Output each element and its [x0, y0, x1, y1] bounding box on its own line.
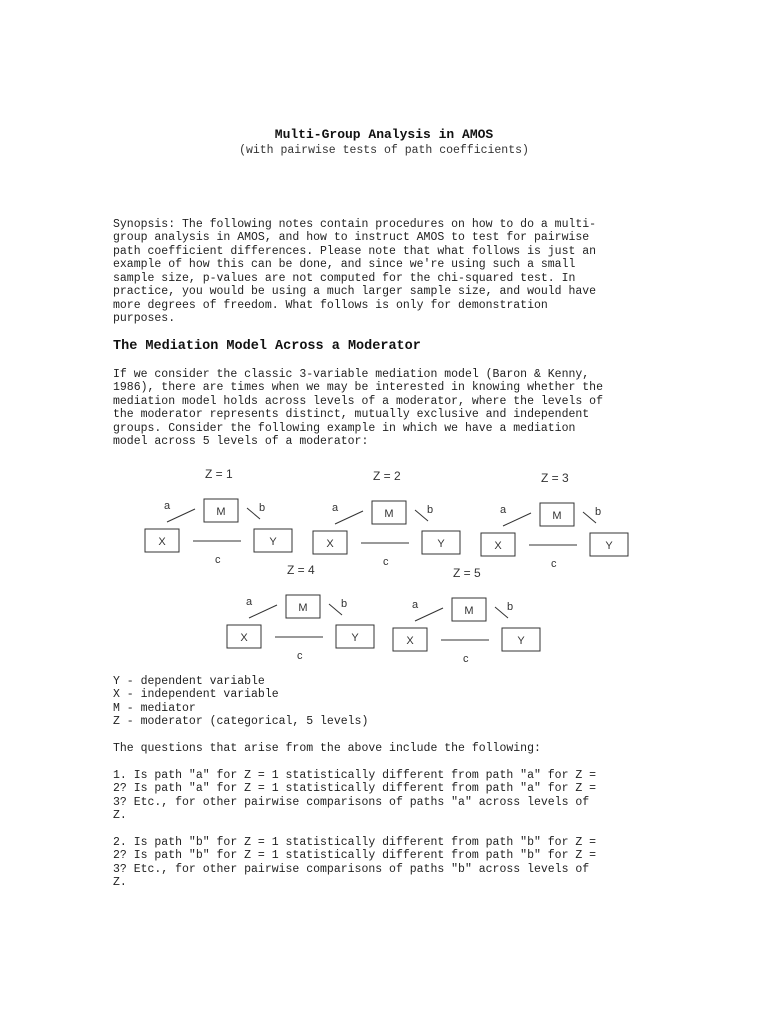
question-1: 1. Is path "a" for Z = 1 statistically different from path "a" for Z = 2? Is path "a" for Z = 1 statistically different from path "a" for Z = 3? Etc., for other pairwise comparisons of paths "a" across levels of Z. — [113, 769, 597, 823]
panel-2-path-a-label: a — [332, 502, 339, 514]
panel-1-group-label: Z = 1 — [205, 467, 233, 481]
panel-3-node-m: M — [552, 510, 562, 522]
panel-3-node-x: X — [494, 540, 502, 552]
panel-1-path-b-label: b — [259, 502, 266, 514]
panel-4-node-y: Y — [351, 632, 359, 644]
panel-1-path-a-line — [167, 509, 195, 522]
panel-3-path-c-label: c — [551, 558, 557, 570]
panel-4-group-label: Z = 4 — [287, 563, 315, 577]
panel-3-path-b-label: b — [595, 506, 602, 518]
variable-legend: Y - dependent variable X - independent variable M - mediator Z - moderator (categorical, 5 levels) — [113, 675, 369, 729]
section-heading: The Mediation Model Across a Moderator — [113, 339, 421, 354]
panel-3-path-a-label: a — [500, 504, 507, 516]
panel-1-path-a-label: a — [164, 500, 171, 512]
panel-2-path-b-label: b — [427, 504, 434, 516]
panel-5-group-label: Z = 5 — [453, 566, 481, 580]
panel-4-path-c-label: c — [297, 650, 303, 662]
panel-1-node-x: X — [158, 536, 166, 548]
panel-3-path-a-line — [503, 513, 531, 526]
panel-5-node-y: Y — [517, 635, 525, 647]
panel-2-path-a-line — [335, 511, 363, 524]
panel-3-group-label: Z = 3 — [541, 471, 569, 485]
panel-5-path-a-line — [415, 608, 443, 621]
panel-5-node-m: M — [464, 605, 474, 617]
synopsis-paragraph: Synopsis: The following notes contain procedures on how to do a multi- group analysis in AMOS, and how to instruct AMOS to test for pairwise path coefficient differences. Please note that what follows is just an example of how this can be done, and since we're using such a small sample size, p-values are not computed for the chi-squared test. In practice, you would be using a much larger sample size, and would have more degrees of freedom. What follows is only for demonstration purposes. — [113, 218, 597, 326]
document-subtitle: (with pairwise tests of path coefficients) — [239, 144, 529, 157]
document-title: Multi-Group Analysis in AMOS — [274, 127, 494, 142]
panel-2-node-y: Y — [437, 538, 445, 550]
panel-5-node-x: X — [406, 635, 414, 647]
panel-5-path-c-label: c — [463, 653, 469, 665]
panel-4-path-a-label: a — [246, 596, 253, 608]
panel-5-path-a-label: a — [412, 599, 419, 611]
panel-2-node-x: X — [326, 538, 334, 550]
question-2: 2. Is path "b" for Z = 1 statistically different from path "b" for Z = 2? Is path "b" for Z = 1 statistically different from path "b" for Z = 3? Etc., for other pairwise comparisons of paths "b" across levels of Z. — [113, 836, 597, 890]
panel-4-path-a-line — [249, 605, 277, 618]
panel-4-path-b-label: b — [341, 598, 348, 610]
panel-2-path-c-label: c — [383, 556, 389, 568]
panel-4-node-m: M — [298, 602, 308, 614]
intro-paragraph: If we consider the classic 3-variable mediation model (Baron & Kenny, 1986), there are times when we may be interested in knowing whether the mediation model holds across levels of a moderator, where the levels of the moderator represents distinct, mutually exclusive and independent groups. Consider the following example in which we have a mediation model across 5 levels of a moderator: — [113, 368, 603, 449]
panel-5-path-b-label: b — [507, 601, 514, 613]
panel-2-group-label: Z = 2 — [373, 469, 401, 483]
panel-4-node-x: X — [240, 632, 248, 644]
panel-2-node-m: M — [384, 508, 394, 520]
questions-intro: The questions that arise from the above include the following: — [113, 742, 541, 755]
panel-1-node-m: M — [216, 506, 226, 518]
panel-3-node-y: Y — [605, 540, 613, 552]
panel-1-path-c-label: c — [215, 554, 221, 566]
panel-1-node-y: Y — [269, 536, 277, 548]
